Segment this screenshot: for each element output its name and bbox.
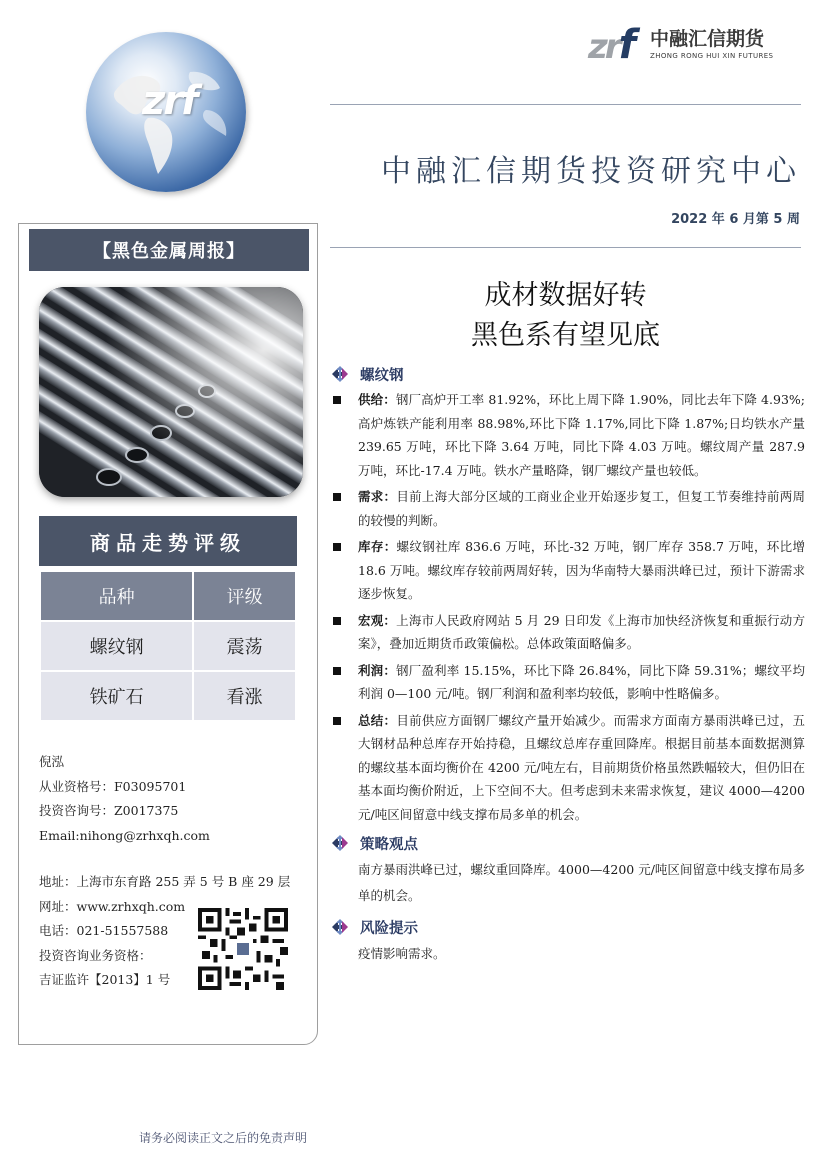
company-phone: 电话：021-51557588: [39, 923, 169, 938]
header-divider-top: [330, 104, 801, 105]
analyst-license: 从业资格号：F03095701: [39, 778, 187, 794]
analyst-consult-number: 投资咨询号：Z0017375: [39, 803, 179, 818]
risk-text: 疫情影响需求。: [358, 946, 446, 961]
company-address: 地址：上海市东育路 255 弄 5 号 B 座 29 层: [39, 874, 291, 889]
list-item: [330, 485, 805, 532]
bullet-label: 总结：: [358, 712, 397, 728]
section-arrow-icon: [330, 917, 350, 937]
rating-title: 商品走势评级: [39, 516, 297, 566]
disclaimer-note: 请务必阅读正文之后的免责声明: [138, 1131, 307, 1145]
analyst-email: Email:nihong@zrhxqh.com: [39, 827, 210, 843]
section-arrow-icon: [330, 364, 350, 384]
sidebar: [18, 223, 318, 1045]
section-strategy-heading: [330, 829, 805, 857]
rating-value: 看涨: [194, 672, 295, 720]
table-row: [41, 622, 295, 670]
bullet-label: 需求：: [358, 489, 397, 504]
steel-pipes-image: [39, 287, 303, 497]
institute-title: 中融汇信期货投资研究中心: [381, 154, 801, 189]
globe-logo-text: zrf: [142, 78, 197, 124]
company-website: 网址：www.zrhxqh.com: [39, 898, 186, 914]
company-logo-icon: [588, 20, 798, 66]
company-name-en: ZHONG RONG HUI XIN FUTURES: [650, 52, 774, 60]
report-date: 2022 年 6 月第 5 周: [671, 212, 800, 227]
headline-line-2: 黑色系有望见底: [471, 320, 660, 351]
bullet-text: 目前上海大部分区域的工商业企业开始逐步复工，但复工节奏维持前两周的较慢的判断。: [358, 489, 805, 528]
bullet-label: 宏观：: [358, 612, 397, 628]
qualification-value: 吉证监许【2013】1 号: [39, 972, 171, 987]
rating-product: 螺纹钢: [41, 622, 192, 670]
section-strategy-title: 策略观点: [360, 836, 418, 853]
bullet-square-icon: [333, 617, 341, 625]
rating-table-header: [41, 572, 295, 620]
bullet-label: 利润：: [358, 662, 397, 678]
bullet-text: 钢厂高炉开工率 81.92%，环比上周下降 1.90%，同比去年下降 4.93%;高炉炼铁产能利用率 88.98%,环比下降 1.17%,同比下降 1.87%;日均铁水产量 239.65 万吨，环比下降 3.64 万吨，同比下降 4.03 万吨。螺纹周产量 287.9 万吨，环比-17.4 万吨。铁水产量略降，钢厂螺纹产量也较低。: [358, 392, 805, 478]
rating-value: 震荡: [194, 622, 295, 670]
bullet-label: 供给：: [358, 392, 396, 407]
rating-header-product: 品种: [41, 572, 192, 620]
bullet-square-icon: [333, 717, 341, 725]
section-risk-heading: [330, 913, 805, 941]
report-type-banner: 【黑色金属周报】: [29, 229, 309, 271]
bullet-text: 螺纹钢社库 836.6 万吨，环比-32 万吨，钢厂库存 358.7 万吨，环比增 18.6 万吨。螺纹库存较前两周好转，因为华南特大暴雨洪峰已过，预计下游需求逐步恢复。: [358, 539, 805, 601]
bullet-square-icon: [333, 396, 341, 404]
analyst-name: 倪泓: [39, 754, 65, 769]
section-risk-title: 风险提示: [360, 920, 418, 937]
bullet-square-icon: [333, 493, 341, 501]
bullet-text: 上海市人民政府网站 5 月 29 日印发《上海市加快经济恢复和重振行动方案》，叠加近期货币政策偏松。总体政策面略偏多。: [358, 612, 805, 651]
bullet-text: 钢厂盈利率 15.15%，环比下降 26.84%，同比下降 59.31%；螺纹平均利润 0—100 元/吨。钢厂利润和盈利率均较低，影响中性略偏多。: [358, 662, 805, 701]
header-divider-bottom: [330, 247, 801, 248]
section-arrow-icon: [330, 833, 350, 853]
list-item: [330, 709, 805, 827]
list-item: [330, 388, 805, 482]
headline-line-1: 成材数据好转: [484, 280, 647, 311]
bullet-text: 目前供应方面钢厂螺纹产量开始减少。而需求方面南方暴雨洪峰已过，五大钢材品种总库存开始持稳，且螺纹总库存重回降库。根据目前基本面数据测算的螺纹基本面均衡价在 4200 元/吨左右，目前期货价格虽然跌幅较大，但仍旧在基本面均衡价附近，上下空间不大。但考虑到未来需求恢复，建议 4000—4200 元/吨区间留意中线支撑布局多单的机会。: [358, 712, 805, 822]
rating-header-rating: 评级: [194, 572, 295, 620]
report-headline: [330, 276, 801, 356]
company-logo-mark: zrf: [588, 22, 633, 68]
list-item: [330, 535, 805, 606]
section-rebar-title: 螺纹钢: [360, 367, 404, 384]
list-item: [330, 609, 805, 656]
strategy-text: 南方暴雨洪峰已过，螺纹重回降库。4000—4200 元/吨区间留意中线支撑布局多单的机会。: [358, 862, 805, 903]
qualification-label: 投资咨询业务资格：: [39, 947, 152, 963]
company-name-cn: 中融汇信期货: [650, 28, 765, 50]
bullet-label: 库存：: [358, 539, 397, 554]
bullet-square-icon: [333, 543, 341, 551]
list-item: [330, 659, 805, 706]
table-row: [41, 672, 295, 720]
qr-code-icon: [197, 908, 289, 990]
section-rebar-heading: [330, 360, 805, 388]
main-content: [330, 360, 805, 971]
bullet-square-icon: [333, 667, 341, 675]
rating-product: 铁矿石: [41, 672, 192, 720]
globe-logo-icon: [86, 32, 246, 192]
rating-table: [39, 570, 297, 722]
